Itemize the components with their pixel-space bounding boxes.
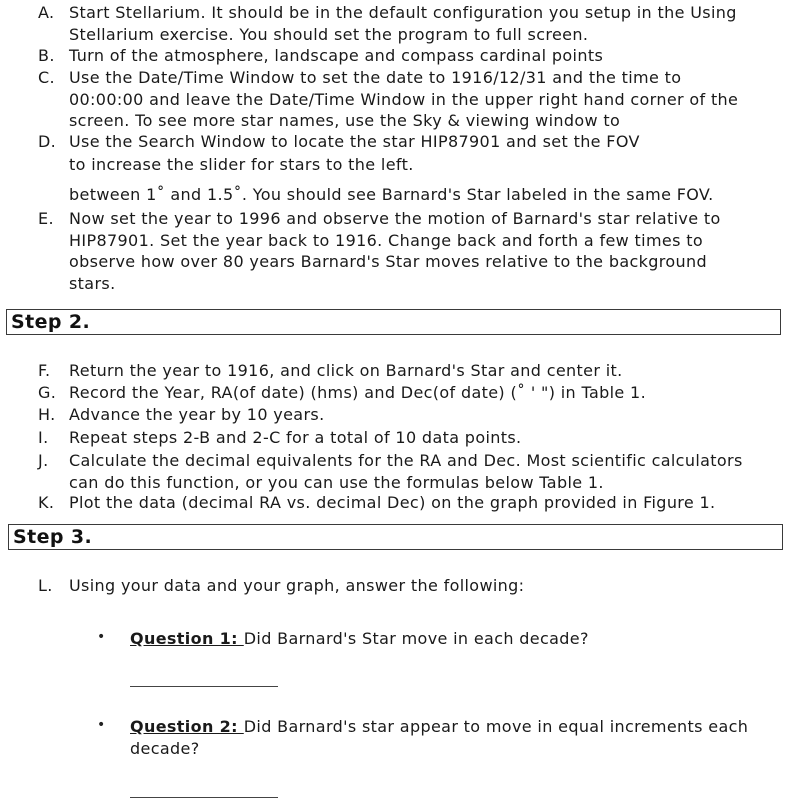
step-2-heading: Step 2. (11, 311, 91, 333)
item-letter: J. (38, 451, 49, 470)
item-letter: G. (38, 383, 57, 402)
question-text: Did Barnard's Star move in each decade? (243, 629, 589, 648)
instruction-item-b (38, 45, 748, 67)
instruction-item-a (38, 2, 748, 45)
item-letter: F. (38, 361, 51, 380)
item-text: Start Stellarium. It should be in the default configuration you setup in the Using Stellarium exercise. You should set the program to full screen. (69, 3, 737, 44)
instruction-item-k (38, 492, 748, 514)
instruction-item-f (38, 360, 748, 382)
item-letter: C. (38, 68, 55, 87)
item-letter: A. (38, 3, 55, 22)
step-2-heading-box (6, 309, 781, 335)
question-2 (130, 716, 750, 759)
item-letter: L. (38, 576, 53, 595)
item-text: Advance the year by 10 years. (69, 405, 325, 424)
answer-blank-1[interactable] (130, 686, 278, 687)
item-text: Return the year to 1916, and click on Barnard's Star and center it. (69, 361, 623, 380)
instruction-item-i (38, 427, 748, 449)
item-letter: D. (38, 132, 57, 151)
question-1 (130, 628, 750, 650)
item-letter: H. (38, 405, 56, 424)
instruction-item-g (38, 382, 748, 404)
step-3-heading-box (8, 524, 783, 550)
instruction-continuation: to increase the slider for stars to the left. (69, 155, 414, 174)
question-label: Question 1: (130, 629, 244, 648)
item-text: Plot the data (decimal RA vs. decimal Dec) on the graph provided in Figure 1. (69, 493, 716, 512)
instruction-item-c (38, 67, 748, 132)
instruction-item-j (38, 450, 748, 493)
item-text: Repeat steps 2-B and 2-C for a total of 10 data points. (69, 428, 522, 447)
instruction-item-e (38, 208, 748, 294)
question-label: Question 2: (130, 717, 244, 736)
instruction-item-d (38, 131, 748, 153)
answer-blank-2[interactable] (130, 797, 278, 798)
instruction-continuation: between 1˚ and 1.5˚. You should see Barnard's Star labeled in the same FOV. (69, 185, 714, 204)
item-text: Now set the year to 1996 and observe the motion of Barnard's star relative to HIP87901. Set the year back to 1916. Change back and forth a few times to observe how over 80 years Barnard's Star moves relative to the background stars. (69, 209, 721, 293)
instruction-item-h (38, 404, 748, 426)
item-letter: I. (38, 428, 49, 447)
step-3-heading: Step 3. (13, 526, 93, 548)
item-text: Use the Search Window to locate the star HIP87901 and set the FOV (69, 132, 640, 151)
bullet-icon: • (97, 717, 106, 733)
bullet-icon: • (97, 629, 106, 645)
item-text: Turn of the atmosphere, landscape and compass cardinal points (69, 46, 604, 65)
question-text: Did Barnard's star appear to move in equal increments each decade? (130, 717, 749, 758)
item-text: Using your data and your graph, answer the following: (69, 576, 525, 595)
instruction-item-l (38, 575, 748, 597)
item-letter: B. (38, 46, 55, 65)
item-text: Calculate the decimal equivalents for the RA and Dec. Most scientific calculators can do this function, or you can use the formulas below Table 1. (69, 451, 743, 492)
item-letter: E. (38, 209, 54, 228)
item-text: Use the Date/Time Window to set the date to 1916/12/31 and the time to 00:00:00 and leave the Date/Time Window in the upper right hand corner of the screen. To see more star names, use the Sky & viewing window to (69, 68, 739, 130)
item-text: Record the Year, RA(of date) (hms) and Dec(of date) (˚ ' ") in Table 1. (69, 383, 647, 402)
item-letter: K. (38, 493, 55, 512)
